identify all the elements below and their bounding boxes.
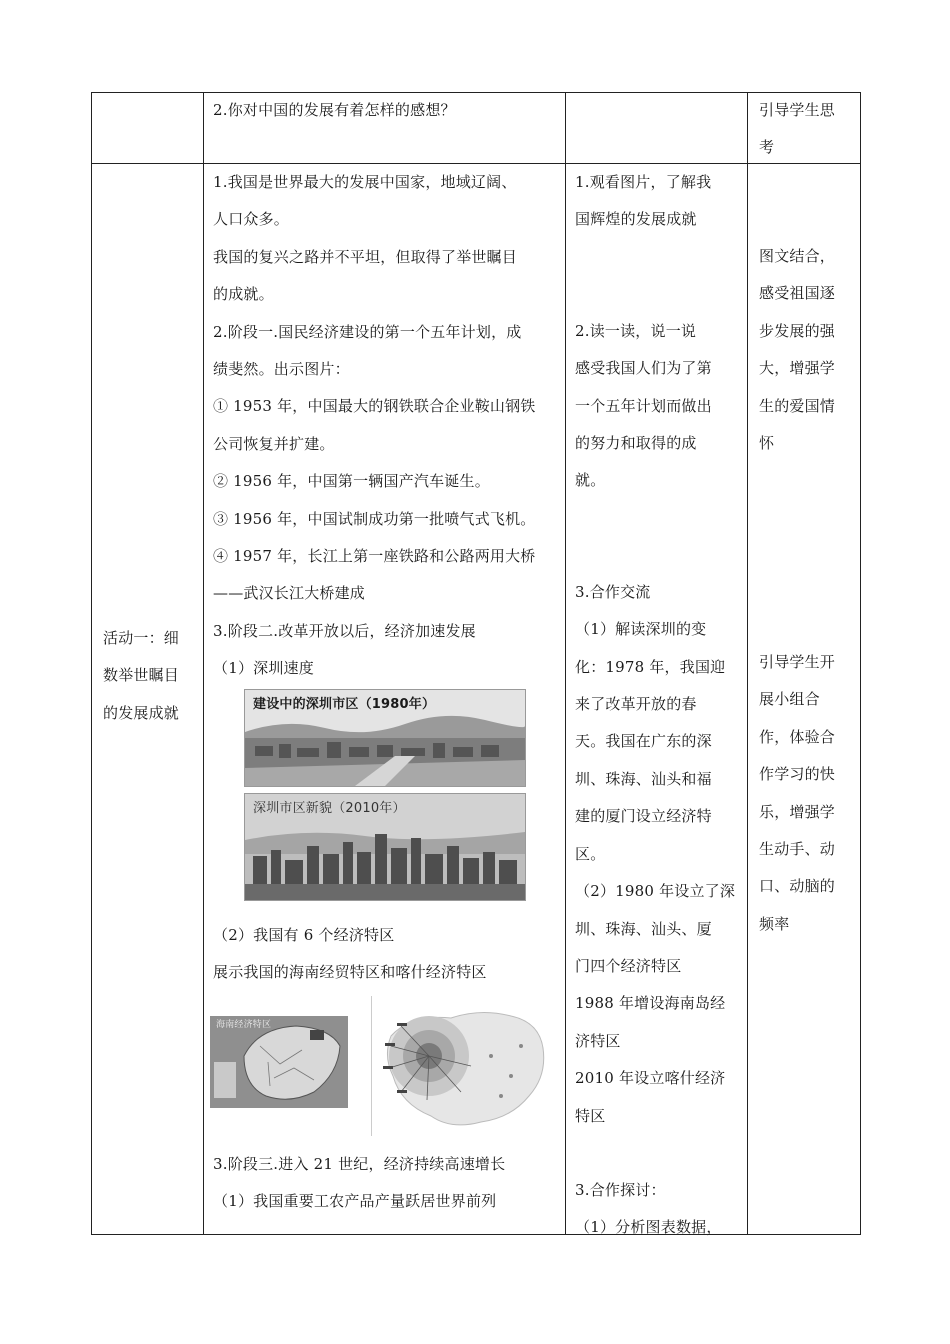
lesson-table: [91, 92, 861, 1235]
reflection-question: 2.你对中国的发展有着怎样的感想？: [213, 101, 456, 119]
shenzhen-speed: （1）深圳速度: [213, 659, 314, 678]
student-activity: 1.观看图片，了解我 国辉煌的发展成就 2.读一读，说一说 感受我国人们为了第 一个五年计划而做出 的努力和取得的成 就。 3.合作交流 （1）解读深圳的变 化：1978 年，我国迎 来了改革开放的春 天。我国在广东的深 圳、珠海、汕头和福 建的厦门设立经济特 区。 （2）1980 年设立了深 圳、珠海、汕头、厦 门四个经济特区 1988 年增设海南岛经 济特区 2010 年设立喀什经济 特区 3.合作探讨： （1）分析图表数据，: [575, 173, 736, 1237]
kashgar-map: [371, 996, 551, 1136]
map-title: 海南经济特区: [216, 1019, 272, 1030]
achievement-item: ——武汉长江大桥建成: [213, 584, 366, 603]
stage2-heading: 3.阶段二.改革开放以后，经济加速发展: [213, 621, 476, 640]
photo-caption: 建设中的深圳市区（1980年）: [253, 696, 436, 712]
col-divider-2: [565, 92, 566, 1235]
shenzhen-1980-photo: [244, 689, 526, 787]
maps-row: [213, 996, 558, 1146]
stage1-heading: 绩斐然。出示图片：: [213, 360, 350, 379]
economic-zones-show: 展示我国的海南经贸特区和喀什经济特区: [213, 963, 487, 982]
intro-line: 的成就。: [213, 285, 274, 304]
table-border-right: [860, 92, 861, 1235]
economic-zones-count: （2）我国有 6 个经济特区: [213, 925, 395, 944]
intro-line: 人口众多。: [213, 210, 290, 229]
achievement-item: ② 1956 年，中国第一辆国产汽车诞生。: [213, 472, 490, 491]
photo-caption: 深圳市区新貌（2010年）: [253, 800, 406, 816]
row1-col2: [213, 92, 558, 129]
table-border-left: [91, 92, 92, 1235]
kashgar-map-graphic: [371, 996, 551, 1136]
hainan-map: [210, 1016, 348, 1108]
col4-line: 考: [759, 138, 775, 157]
col-divider-1: [203, 92, 204, 1235]
table-border-bottom: [91, 1234, 861, 1235]
stage3-item: （1）我国重要工农产品产量跃居世界前列: [213, 1191, 497, 1210]
design-intent: 图文结合， 感受祖国逐 步发展的强 大，增强学 生的爱国情 怀: [759, 247, 836, 453]
achievement-item: ④ 1957 年，长江上第一座铁路和公路两用大桥: [213, 547, 536, 566]
col4-line: 引导学生思: [759, 101, 836, 119]
achievement-item: 公司恢复并扩建。: [213, 434, 335, 453]
shenzhen-2010-photo: [244, 793, 526, 901]
col-divider-3: [747, 92, 748, 1235]
achievement-item: ① 1953 年，中国最大的钢铁联合企业鞍山钢铁: [213, 397, 536, 416]
activity-title: 活动一：细 数举世瞩目 的发展成就: [103, 629, 180, 722]
row1-col4: [759, 92, 854, 167]
teacher-activity: [213, 164, 558, 1220]
intro-line: 1.我国是世界最大的发展中国家，地域辽阔、: [213, 173, 517, 191]
achievement-item: ③ 1956 年，中国试制成功第一批喷气式飞机。: [213, 509, 536, 528]
intro-line: 我国的复兴之路并不平坦，但取得了举世瞩目: [213, 247, 518, 266]
stage1-heading: 2.阶段一.国民经济建设的第一个五年计划，成: [213, 322, 522, 341]
stage3-heading: 3.阶段三.进入 21 世纪，经济持续高速增长: [213, 1154, 506, 1173]
design-intent-2: 引导学生开 展小组合 作，体验合 作学习的快 乐，增强学 生动手、动 口、动脑的 频率: [759, 653, 836, 933]
